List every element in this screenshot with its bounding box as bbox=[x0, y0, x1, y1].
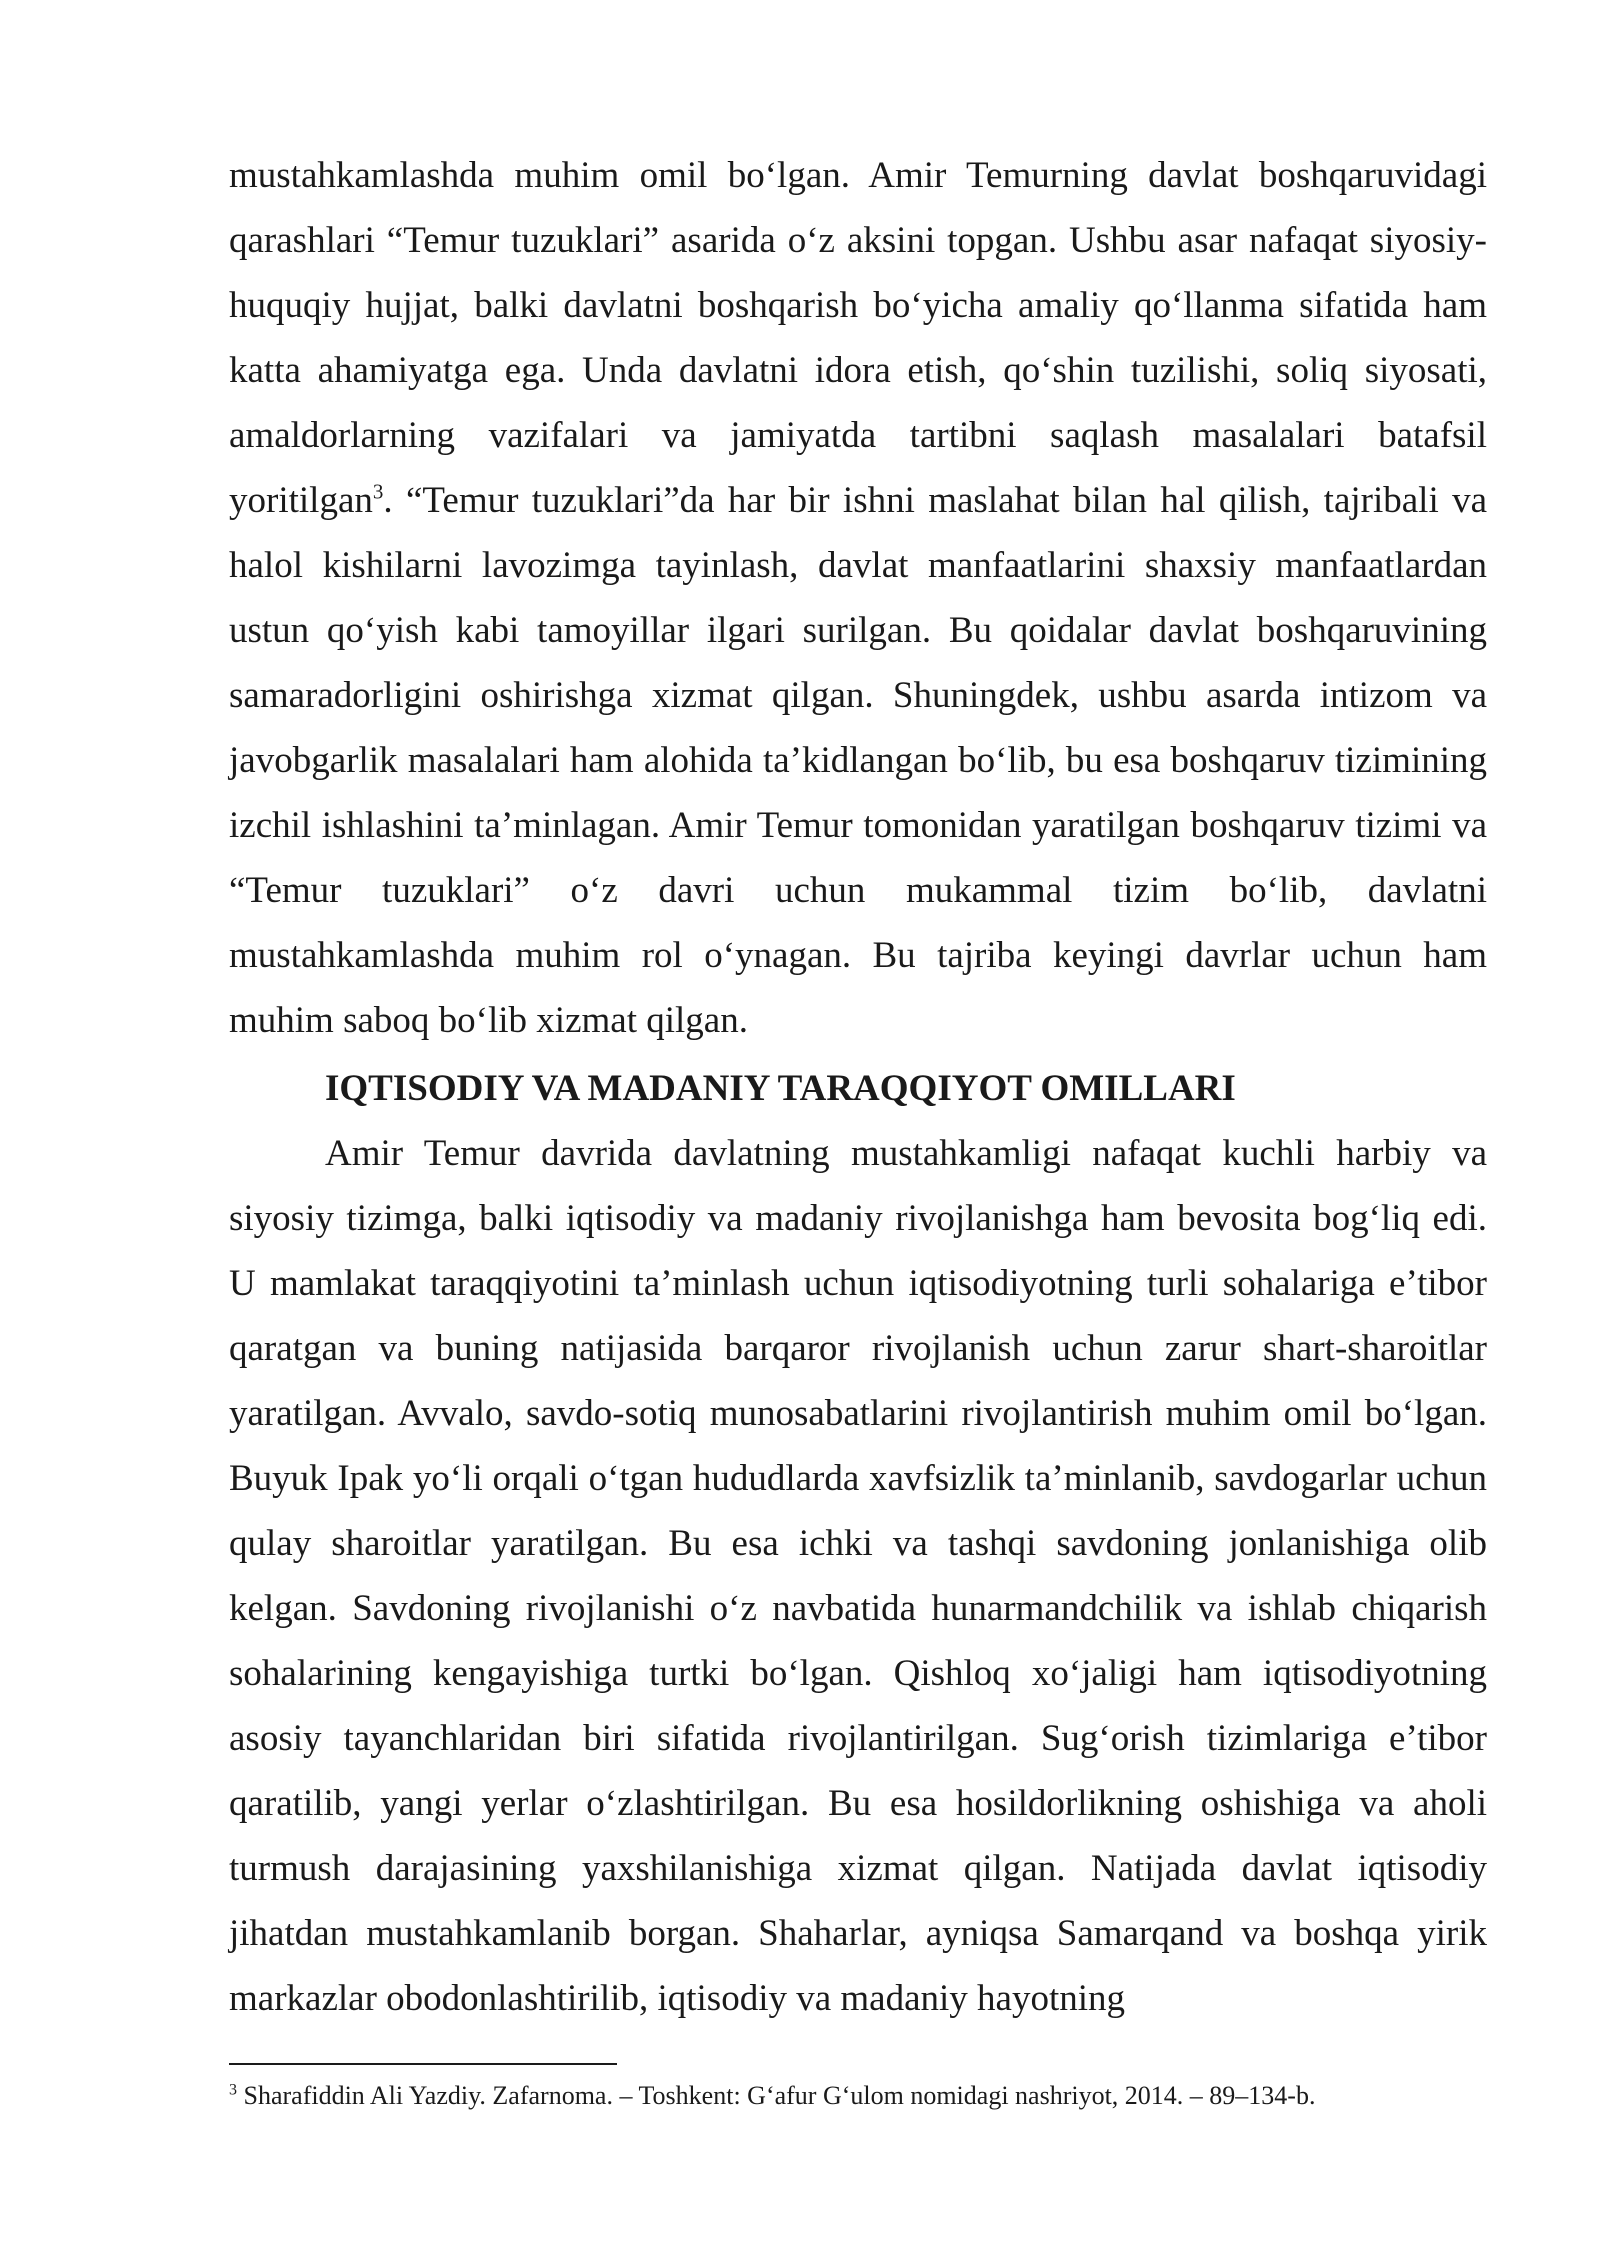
paragraph-text: Amir Temur davrida davlatning mustahkamligi nafaqat kuchli harbiy va siyosiy tizimga, balki iqtisodiy va madaniy rivojlanishga ham bevosita bog‘liq edi. U mamlakat taraqqiyotini ta’minlash uchun iqtisodiyotning turli sohalariga e’tibor qaratgan va buning natijasida barqaror rivojlanish uchun zarur shart-sharoitlar yaratilgan. Avvalo, savdo-sotiq munosabatlarini rivojlantirish muhim omil bo‘lgan. Buyuk Ipak yo‘li orqali o‘tgan hududlarda xavfsizlik ta’minlanib, savdogarlar uchun qulay sharoitlar yaratilgan. Bu esa ichki va tashqi savdoning jonlanishiga olib kelgan. Savdoning rivojlanishi o‘z navbatida hunarmandchilik va ishlab chiqarish sohalarining kengayishiga turtki bo‘lgan. Qishloq xo‘jaligi ham iqtisodiyotning asosiy tayanchlaridan biri sifatida rivojlantirilgan. Sug‘orish tizimlariga e’tibor qaratilib, yangi yerlar o‘zlashtirilgan. Bu esa hosildorlikning oshishiga va aholi turmush darajasining yaxshilanishiga xizmat qilgan. Natijada davlat iqtisodiy jihatdan mustahkamlanib borgan. Shaharlar, ayniqsa Samarqand va boshqa yirik markazlar obodonlashtirilib, iqtisodiy va madaniy hayotning bbox=[229, 1133, 1487, 2019]
body-paragraph-section bbox=[229, 1121, 1487, 2031]
section-heading: IQTISODIY VA MADANIY TARAQQIYOT OMILLARI bbox=[325, 1068, 1236, 1109]
footnote-mark: 3 bbox=[229, 2081, 237, 2099]
paragraph-text-after-ref: . “Temur tuzuklari”da har bir ishni maslahat bilan hal qilish, tajribali va halol kishilarni lavozimga tayinlash, davlat manfaatlarini shaxsiy manfaatlardan ustun qo‘yish kabi tamoyillar ilgari surilgan. Bu qoidalar davlat boshqaruvining samaradorligini oshirishga xizmat qilgan. Shuningdek, ushbu asarda intizom va javobgarlik masalalari ham alohida ta’kidlangan bo‘lib, bu esa boshqaruv tizimining izchil ishlashini ta’minlagan. Amir Temur tomonidan yaratilgan boshqaruv tizimi va “Temur tuzuklari” o‘z davri uchun mukammal tizim bo‘lib, davlatni mustahkamlashda muhim rol o‘ynagan. Bu tajriba keyingi davrlar uchun ham muhim saboq bo‘lib xizmat qilgan. bbox=[229, 480, 1487, 1041]
footnote-text: Sharafiddin Ali Yazdiy. Zafarnoma. – Toshkent: G‘afur G‘ulom nomidagi nashriyot, 2014. – 89–134-b. bbox=[237, 2081, 1316, 2110]
paragraph-text bbox=[229, 143, 1487, 1053]
footnote-separator bbox=[229, 2063, 617, 2065]
footnote bbox=[229, 2078, 1487, 2114]
paragraph-text-before-ref: mustahkamlashda muhim omil bo‘lgan. Amir Temurning davlat boshqaruvidagi qarashlari “Temur tuzuklari” asarida o‘z aksini topgan. Ushbu asar nafaqat siyosiy-huquqiy hujjat, balki davlatni boshqarish bo‘yicha amaliy qo‘llanma sifatida ham katta ahamiyatga ega. Unda davlatni idora etish, qo‘shin tuzilishi, soliq siyosati, amaldorlarning vazifalari va jamiyatda tartibni saqlash masalalari batafsil yoritilgan bbox=[229, 155, 1487, 521]
footnote-reference[interactable]: 3 bbox=[372, 479, 384, 504]
body-paragraph-continued bbox=[229, 143, 1487, 1053]
